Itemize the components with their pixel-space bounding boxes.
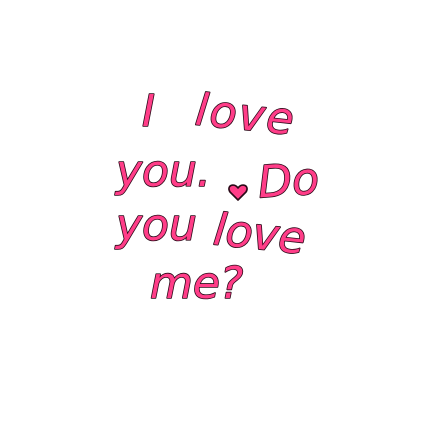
word-you-2: you — [116, 200, 197, 251]
word-i: I — [142, 86, 155, 137]
word-love-1: love — [193, 84, 299, 146]
word-me: me? — [150, 258, 244, 309]
word-you-1: you. — [116, 146, 211, 197]
heart-icon — [229, 185, 247, 200]
word-do: Do — [256, 153, 321, 209]
word-love-2: love — [211, 204, 309, 265]
